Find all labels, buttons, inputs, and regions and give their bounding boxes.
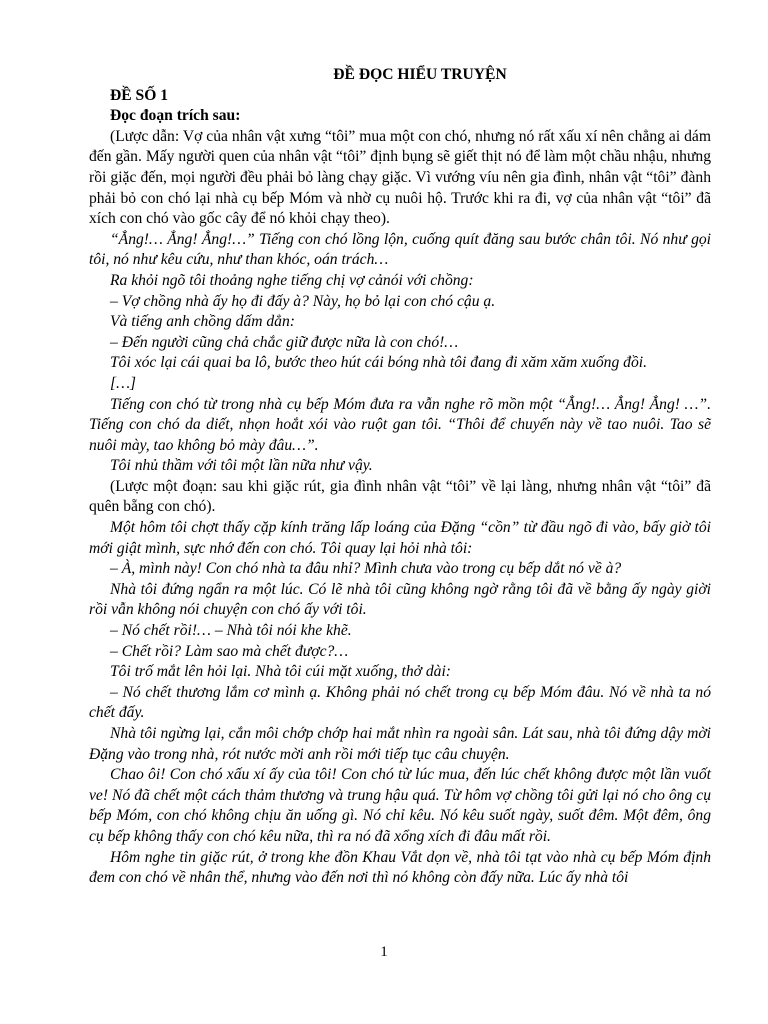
passage-paragraph: Tôi xóc lại cái quai ba lô, bước theo hút cái bóng nhà tôi đang đi xăm xăm xuống đồi. xyxy=(110,354,647,372)
passage-paragraph: – Nó chết rồi!… – Nhà tôi nói khe khẽ. xyxy=(110,622,352,640)
passage-paragraph: (Lược dẫn: Vợ của nhân vật xưng “tôi” mua một con chó, nhưng nó rất xấu xí nên chẳng ai dám đến gần. Mấy người quen của nhân vật “tôi” định bụng sẽ giết thịt nó để làm một chầu nhậu, nhưng rồi giặc đến, mọi người đều phải bỏ làng chạy giặc. Vì vướng víu nên gia đình, nhân vật “tôi” đành phải bỏ con chó lại nhà cụ bếp Móm và nhờ cụ nuôi hộ. Trước khi ra đi, vợ của nhân vật “tôi” đã xích con chó vào gốc cây để nó khỏi chạy theo). xyxy=(89,127,711,228)
page-number: 1 xyxy=(380,944,388,960)
passage-paragraph: – Chết rồi? Làm sao mà chết được?… xyxy=(110,642,349,660)
passage-paragraph: – Đến người cũng chả chắc giữ được nữa là con chó!… xyxy=(110,333,459,351)
document-page xyxy=(89,65,711,889)
document-title: ĐỀ ĐỌC HIỂU TRUYỆN xyxy=(333,66,507,83)
passage-paragraph: Tôi nhủ thầm với tôi một lần nữa như vậy. xyxy=(110,457,373,475)
passage-paragraph: Một hôm tôi chợt thấy cặp kính trăng lấp loáng của Đặng “cồn” từ đầu ngõ đi vào, bấy giờ tôi mới giật mình, sực nhớ đến con chó. Tôi quay lại hỏi nhà tôi: xyxy=(89,519,711,557)
passage-paragraph: Và tiếng anh chồng dấm dẳn: xyxy=(110,313,295,331)
passage-paragraph: […] xyxy=(110,374,137,392)
instruction: Đọc đoạn trích sau: xyxy=(110,107,241,125)
exam-number: ĐỀ SỐ 1 xyxy=(110,86,169,104)
passage-paragraph: Ra khỏi ngõ tôi thoảng nghe tiếng chị vợ cảnói với chồng: xyxy=(110,271,474,289)
passage-paragraph: (Lược một đoạn: sau khi giặc rút, gia đình nhân vật “tôi” về lại làng, nhưng nhân vật “tôi” đã quên bẵng con chó). xyxy=(89,477,711,516)
passage-paragraph: – À, mình này! Con chó nhà ta đâu nhỉ? Mình chưa vào trong cụ bếp dắt nó về à? xyxy=(110,560,622,578)
passage-paragraph: – Nó chết thương lắm cơ mình ạ. Không phải nó chết trong cụ bếp Móm đâu. Nó về nhà ta nó chết đấy. xyxy=(89,683,711,722)
passage-paragraph: Tôi trố mắt lên hỏi lại. Nhà tôi cúi mặt xuống, thở dài: xyxy=(110,663,451,681)
passage xyxy=(89,127,711,889)
passage-paragraph: Tiếng con chó từ trong nhà cụ bếp Móm đưa ra vẫn nghe rõ mồn một “Ẳng!… Ẳng! Ẳng! …”. Tiếng con chó da diết, nhọn hoắt xói vào ruột gan tôi. “Thôi để chuyến này về tao nuôi. Tao sẽ nuôi mày, tao không bỏ mày đâu…”. xyxy=(89,395,711,454)
passage-paragraph: – Vợ chồng nhà ấy họ đi đấy à? Này, họ bỏ lại con chó cậu ạ. xyxy=(110,292,496,310)
passage-paragraph: Chao ôi! Con chó xấu xí ấy của tôi! Con chó từ lúc mua, đến lúc chết không được một lần vuốt ve! Nó đã chết một cách thảm thương và trung hậu quá. Từ hôm vợ chồng tôi gửi lại nó cho ông cụ bếp Móm, con chó không chịu ăn uống gì. Nó chỉ kêu. Nó kêu suốt ngày, suốt đêm. Một đêm, ông cụ bếp không thấy con chó kêu nữa, thì ra nó đã xổng xích đi đâu mất rồi. xyxy=(89,766,711,845)
passage-paragraph: “Ẳng!… Ẳng! Ẳng!…” Tiếng con chó lồng lộn, cuống quít đăng sau bước chân tôi. Nó như gọi tôi, nó như kêu cứu, như than khóc, oán trách… xyxy=(89,230,711,269)
passage-paragraph: Hôm nghe tin giặc rút, ở trong khe đồn Khau Vắt dọn về, nhà tôi tạt vào nhà cụ bếp Móm định đem con chó về nhân thể, nhưng vào đến nơi thì nó không còn đấy nữa. Lúc ấy nhà tôi xyxy=(89,848,711,887)
passage-paragraph: Nhà tôi đứng ngẩn ra một lúc. Có lẽ nhà tôi cũng không ngờ rằng tôi đã về bằng ấy ngày giời rồi vẫn không nói chuyện con chó ấy với tôi. xyxy=(89,580,711,619)
passage-paragraph: Nhà tôi ngừng lại, cắn môi chớp chớp hai mắt nhìn ra ngoài sân. Lát sau, nhà tôi đứng dậy mời Đặng vào trong nhà, rót nước mời anh rồi mới tiếp tục câu chuyện. xyxy=(89,725,711,763)
